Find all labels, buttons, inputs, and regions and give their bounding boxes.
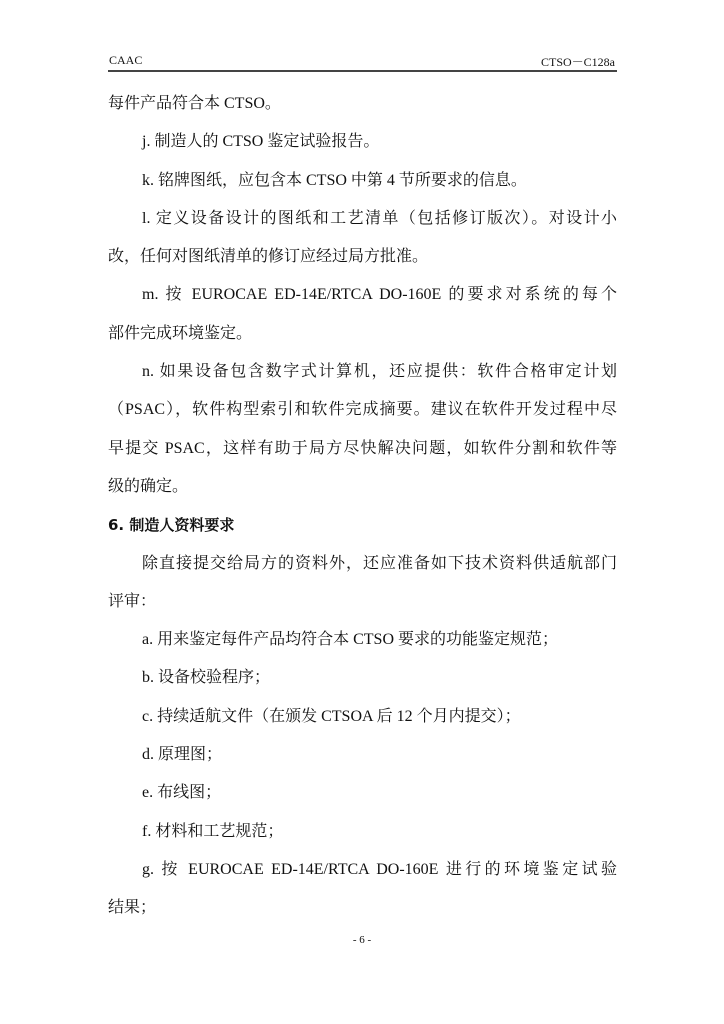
list-item-g: g. 按 EUROCAE ED-14E/RTCA DO-160E 进行的环境鉴定试验 [142, 860, 617, 878]
list-item-m: m. 按 EUROCAE ED-14E/RTCA DO-160E 的要求对系统的每个 [142, 286, 617, 304]
list-item-n: n. 如果设备包含数字式计算机，还应提供：软件合格审定计划 [142, 363, 617, 381]
header-doc-id: CTSO－C128a [540, 55, 615, 69]
list-item-l: l. 定义设备设计的图纸和工艺清单（包括修订版次）。对设计小 [142, 209, 617, 227]
body-line: 改，任何对图纸清单的修订应经过局方批准。 [108, 248, 429, 266]
body-paragraph: 除直接提交给局方的资料外，还应准备如下技术资料供适航部门 [142, 554, 617, 572]
body-line: 每件产品符合本 CTSO。 [108, 95, 281, 112]
body-line: （PSAC），软件构型索引和软件完成摘要。建议在软件开发过程中尽 [108, 401, 617, 419]
body-line: 部件完成环境鉴定。 [108, 324, 253, 342]
body-line: 评审： [108, 592, 157, 610]
page-header [108, 50, 617, 72]
body-line: 结果； [108, 899, 157, 917]
list-item-e: e. 布线图； [142, 784, 222, 802]
list-item-f: f. 材料和工艺规范； [142, 822, 284, 840]
list-item-b: b. 设备校验程序； [142, 669, 271, 687]
page-number: - 6 - [352, 934, 372, 946]
list-item-k: k. 铭牌图纸，应包含本 CTSO 中第 4 节所要求的信息。 [142, 171, 527, 189]
header-org: CAAC [109, 53, 143, 67]
list-item-c: c. 持续适航文件（在颁发 CTSOA 后 12 个月内提交）； [142, 707, 521, 725]
list-item-a: a. 用来鉴定每件产品均符合本 CTSO 要求的功能鉴定规范； [142, 631, 559, 649]
section-heading: 6. 制造人资料要求 [108, 516, 235, 535]
list-item-d: d. 原理图； [142, 746, 223, 764]
list-item-j: j. 制造人的 CTSO 鉴定试验报告。 [142, 133, 380, 151]
document-body [108, 92, 617, 935]
body-line: 级的确定。 [108, 477, 189, 495]
body-line: 早提交 PSAC，这样有助于局方尽快解决问题，如软件分割和软件等 [108, 439, 617, 457]
